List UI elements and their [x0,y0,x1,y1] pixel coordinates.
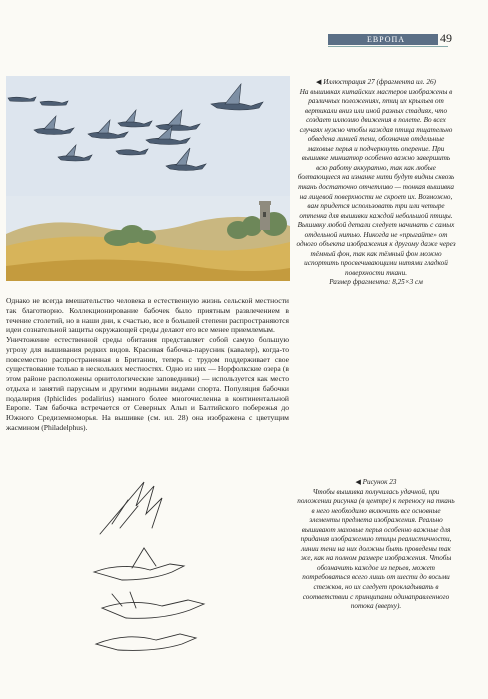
caption-text: Чтобы вышивка получилась удачной, при положении рисунка (в центре) к переносу на ткань в него необходимо включить все основные элементы предмета изображения. Реально вышивают маховые перья особенно важные для придания изображению птицы реалистичности, линии тени на них должны быть проведены так же, как на полном размере изображения. Чтобы обозначить каждое из перьев, может потребоваться всего лишь от шести до восьми стежков, но их следует прокладывать в соответствии с принципами одинаправленного потока (вверху). [297,487,455,611]
header-rule [328,46,448,47]
caption-illustration-27 [296,78,456,288]
caption-text: На вышивках китайских мастеров изображены в различных положениях, птиц их крыльев от вертикали вниз или иной разных стадиях, что создает иллюзию движения в полете. Во всех случаях нужно чтобы каждая птица тщательно обведена линией тени, обозначив отдельные маховые перья и подчеркнуть оперение. При вышивке миниатюр особенно важно завершить всю работу аккуратно, так как любые болтающиеся на изнанке нити будут видны сквозь ткань достаточно отчетливо — тонкая вышивка на лицевой поверхности не скроет их. Возможно, вам придется использовать три или четыре оттенка для вышивки каждой небольшой птицы. Вышивку любой детали следует начинать с самых отдельной нитью. Никогда не «прыгайте» от одного объекта изображения к другому даже через тёмный фон, так как тёмный фон можно испортить просвечивающими нитями гладкой поверхности ткани. [296,87,456,277]
caption-label: Иллюстрация 27 (фрагмента ил. 26) [323,78,436,86]
caption-size: Размер фрагмента: 8,25×3 см [329,278,423,287]
pointer-left-icon: ◀ [316,78,322,86]
section-title: ЕВРОПА [366,35,406,44]
caption-label: Рисунок 23 [362,478,397,486]
caption-figure-23 [296,478,456,612]
church-tower [259,201,271,230]
page-number: 49 [440,31,452,45]
embroidery-illustration [6,76,290,281]
body-paragraph: Уничтожение естественной среды обитания представляет собой самую большую угрозу для вышивания редких видов. Красивая бабочка-парусник (кавалер), когда-то повсеместно распространенная в Британии, теперь с трудом поддерживает свое существование только в нескольких местностях. Одно из них — Норфолкские озера (в этом районе расположены орнитологические заповедники) — используется как место отдыха и занятий парусным и другими водными видами спорта. Популяция бабочки подалирия (Iphiclides podalirius) намного более многочисленна в континентальной Европе. Там бабочка встречается от Северных Альп и Балтийского побережья до Южного Средиземноморья. На вышивке (см. ил. 28) она изображена с цветущим жасмином (Philadelphus). [6,335,289,432]
pointer-left-icon: ◀ [355,478,361,486]
goose-line-sketch [92,476,210,651]
body-paragraph: Однако не всегда вмешательство человека в естественную жизнь сельской местности так благотворно. Коллекционирование бабочек было приятным развлечением в течение столетий, но в наши дни, к счастью, все в большей степени распространяются идеи сознательной защиты окружающей среды делают его все менее приемлемым. [6,296,289,335]
body-text [6,296,289,433]
